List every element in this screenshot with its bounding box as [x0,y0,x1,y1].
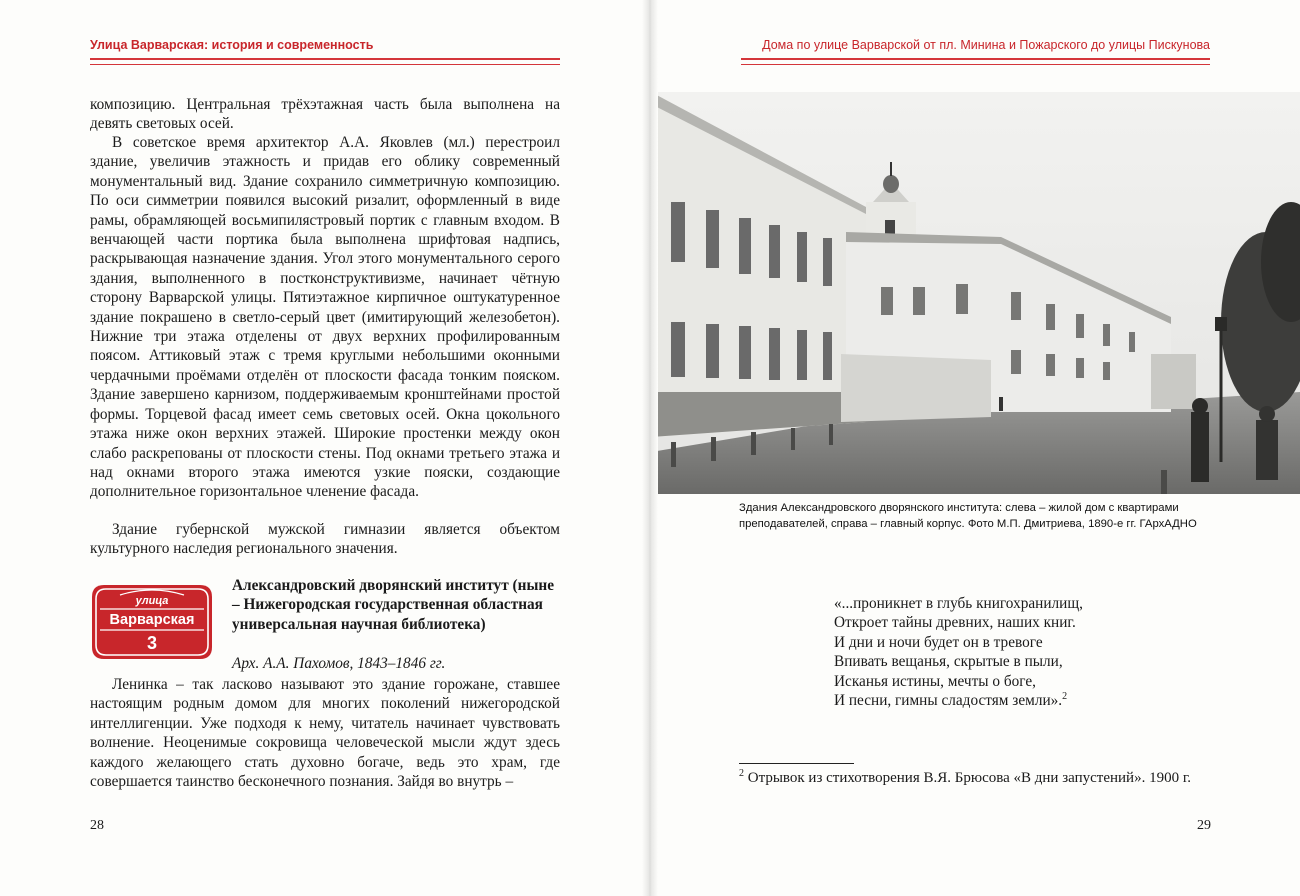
poem-quote [834,594,1083,710]
footnote-reference: 2 [1062,690,1068,702]
street-sign [90,583,214,661]
paragraph: В советское время архитектор А.А. Яковлев (мл.) перестроил здание, увеличив этажность и придав его облику современный монументальный вид. Здание сохранило симметричную композицию. По оси симметрии появился высокий ризалит, оформленный в виде рамы, обрамляющей восьмипилястровый портик с главным входом. В венчающей части портика была выполнена шрифтовая надпись, раскрывающая назначение здания. Угол этого монументального серого здания, выполненного в постконструктивизме, начинает чётную сторону Варварской улицы. Пятиэтажное кирпичное оштукатуренное здание покрашено в светло-серый цвет (имитирующий железобетон). Нижние три этажа отделены от двух верхних профилированным поясом. Аттиковый этаж с тремя круглыми небольшими оконными чердачными проёмами отделён от плоскости фасада тонким пояском. Здание завершено карнизом, поддерживаемым кронштейнами простой формы. Торцевой фасад имеет семь световых осей. Окна цокольного этажа ниже окон верхних этажей. Широкие простенки между окон слабо раскрепованы от плоскости стены. Под окнами третьего этажа и над окнами второго этажа имеются узкие пояски, создающие дополнительное горизонтальное членение фасада. [90,134,560,501]
header-rule [741,58,1210,65]
right-page [651,0,1300,896]
footnote [739,769,1191,788]
paragraph: Здание губернской мужской гимназии является объектом культурного наследия регионального значения. [90,521,560,558]
poem-line-text: И песни, гимны сладостям земли». [834,692,1063,710]
poem-line: Исканья истины, мечты о боге, [834,672,1036,690]
header-rule [90,58,560,65]
poem-line [834,691,1083,710]
caption-line: преподавателей, справа – главный корпус. Фото М.П. Дмитриева, 1890-е гг. ГАрхАДНО [739,518,1197,530]
poem-line: Впивать вещанья, скрытые в пыли, [834,653,1063,671]
poem-line: «...проникнет в глубь книгохранилищ, [834,595,1083,612]
paragraph: Ленинка – так ласково называют это здание горожане, ставшее настоящим родным домом для многих поколений нижегородской интеллигенции. Уже подходя к нему, читатель начинает чувствовать волнение. Неоценимые сокровища человеческой мысли ждут здесь каждого желающего стать духовно богаче, ведь это храм, где совершается таинство бесконечного познания. Зайдя во внутрь – [90,676,560,791]
footnote-text: Отрывок из стихотворения В.Я. Брюсова «В дни запустений». 1900 г. [744,770,1192,786]
poem-line: И дни и ночи будет он в тревоге [834,633,1043,651]
entry-title: Александровский дворянский институт (ныне – Нижегородская государственная областная универсальная научная библиотека) [232,577,554,633]
sign-street-name: Варварская [109,612,195,628]
left-page [0,0,649,896]
sign-number: 3 [146,633,158,653]
historic-street-photo-icon [651,92,1300,494]
sign-top-word: улица [135,595,169,607]
page-number: 29 [1197,818,1211,833]
book-gutter [642,0,658,896]
entry-architect: Арх. А.А. Пахомов, 1843–1846 гг. [232,655,446,672]
paragraph: композицию. Центральная трёхэтажная часть была выполнена на девять световых осей. [90,96,560,133]
running-head: Улица Варварская: история и современность [90,38,374,52]
photo-caption [739,500,1209,532]
caption-line: Здания Александровского дворянского института: слева – жилой дом с квартирами [739,502,1179,514]
footnote-rule [739,763,854,764]
poem-line: Откроет тайны древних, наших книг. [834,614,1076,632]
page-number: 28 [90,818,104,833]
footnote-number: 2 [739,768,744,779]
running-head: Дома по улице Варварской от пл. Минина и Пожарского до улицы Пискунова [762,38,1210,52]
